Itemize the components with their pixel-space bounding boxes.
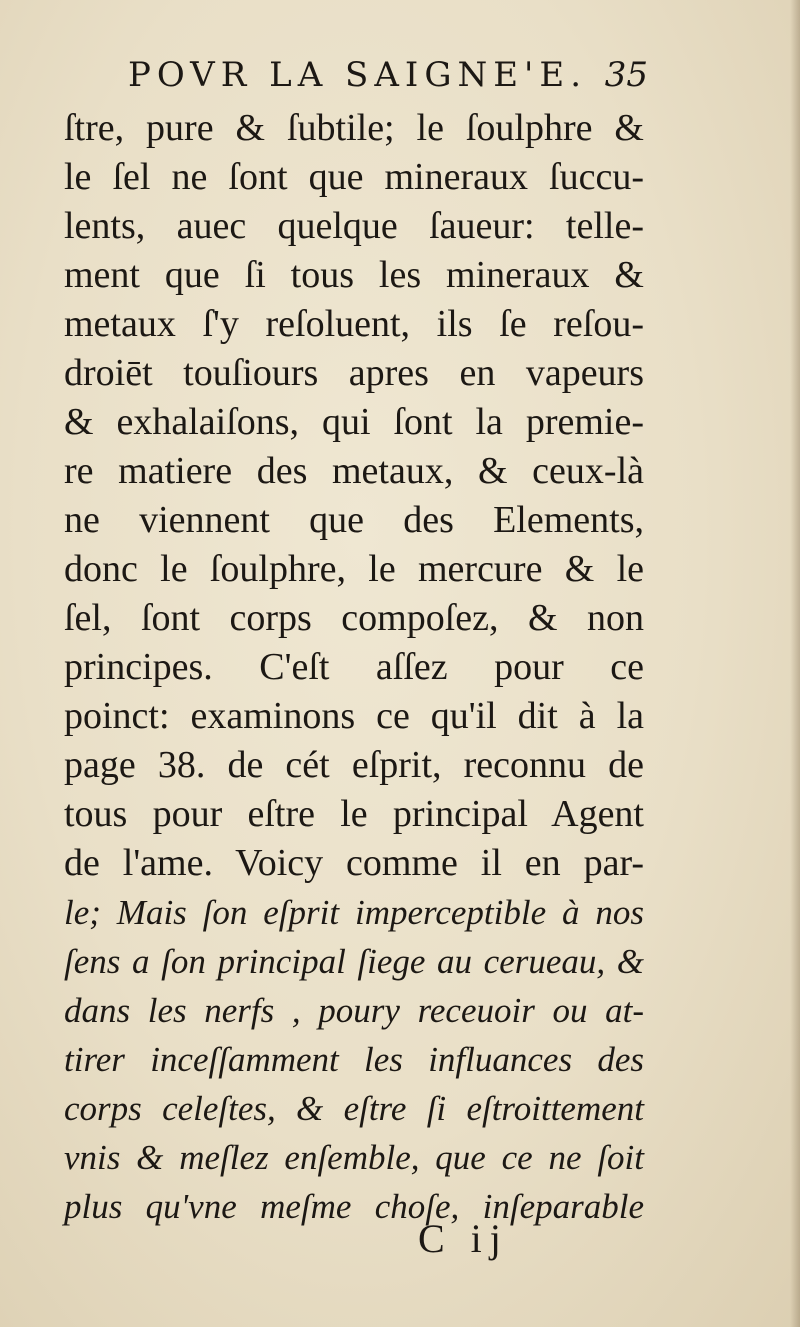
signature-mark: C ij xyxy=(418,1216,509,1261)
text-line: ne viennent que des Elements, xyxy=(64,499,644,541)
quote-line: corps celeſtes, & eſtre ſi eſtroittement xyxy=(64,1089,644,1128)
text-line: ſel, ſont corps compoſez, & non xyxy=(64,597,644,639)
body-text xyxy=(64,104,644,1231)
text-line: principes. C'eſt aſſez pour ce xyxy=(64,646,644,688)
page-number: 35 xyxy=(604,55,648,95)
text-line: poinct: examinons ce qu'il dit à la xyxy=(64,695,644,737)
text-line: & exhalaiſons, qui ſont la premie- xyxy=(64,401,644,443)
text-line: de l'ame. Voicy comme il en par- xyxy=(64,842,644,884)
quote-line: dans les nerfs , poury receuoir ou at- xyxy=(64,991,644,1030)
page-header xyxy=(128,55,648,105)
text-line: le ſel ne ſont que mineraux ſuccu- xyxy=(64,156,644,198)
text-line: re matiere des metaux, & ceux-là xyxy=(64,450,644,492)
text-line: lents, auec quelque ſaueur: telle- xyxy=(64,205,644,247)
text-line: tous pour eſtre le principal Agent xyxy=(64,793,644,835)
text-line: metaux ſ'y reſoluent, ils ſe reſou- xyxy=(64,303,644,345)
quote-line: plus qu'vne meſme choſe, inſeparable xyxy=(64,1187,644,1226)
text-line: droiēt touſiours apres en vapeurs xyxy=(64,352,644,394)
quote-line: tirer inceſſamment les influances des xyxy=(64,1040,644,1079)
text-line: page 38. de cét eſprit, reconnu de xyxy=(64,744,644,786)
quote-line: vnis & meſlez enſemble, que ce ne ſoit xyxy=(64,1138,644,1177)
quote-line: ſens a ſon principal ſiege au cerueau, & xyxy=(64,942,644,981)
quote-line: le; Mais ſon eſprit imperceptible à nos xyxy=(64,893,644,932)
page-edge-shadow xyxy=(790,0,800,1327)
text-line: ment que ſi tous les mineraux & xyxy=(64,254,644,296)
running-head: POVR LA SAIGNE'E. xyxy=(128,55,588,95)
text-line: donc le ſoulphre, le mercure & le xyxy=(64,548,644,590)
text-line: ſtre, pure & ſubtile; le ſoulphre & xyxy=(64,107,644,149)
